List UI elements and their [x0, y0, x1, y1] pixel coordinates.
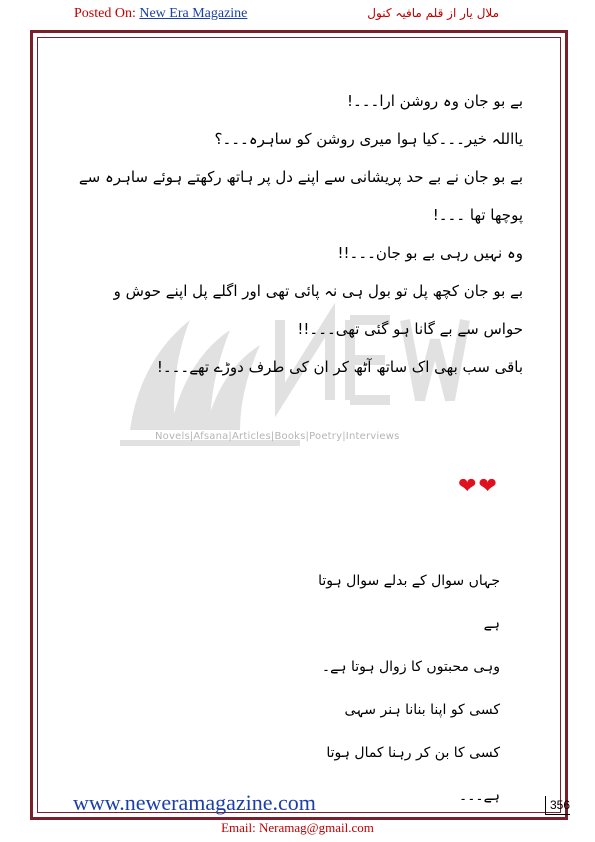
- hearts-icon: ❤❤: [458, 474, 499, 499]
- story-body: [72, 82, 523, 386]
- page-number: 356: [545, 796, 570, 815]
- site-link[interactable]: New Era Magazine: [139, 6, 248, 21]
- footer-email: Email: Neramag@gmail.com: [221, 820, 374, 835]
- paragraph: بے بو جان نے بے حد پریشانی سے اپنے دل پر ہاتھ رکھتے ہوئے ساہرہ سے پوچھا تھا ۔۔۔!: [78, 168, 523, 224]
- paragraph: یااللہ خیر۔۔۔کیا ہوا میری روشن کو ساہرہ۔۔۔؟: [214, 130, 523, 148]
- paragraph: بے بو جان کچھ پل تو بول ہی نہ پائی تھی اور اگلے پل اپنے حوش و حواس سے بے گانا ہو گئی تھی۔۔۔!!: [113, 282, 523, 338]
- header-posted-on: [74, 6, 247, 22]
- watermark-tagline: Novels|Afsana|Articles|Books|Poetry|Interviews: [155, 431, 400, 442]
- poem-line: کسی کو اپنا بنانا ہنر سہی: [344, 702, 500, 718]
- paragraph: وہ نہیں رہی بے بو جان۔۔۔!!: [337, 244, 523, 262]
- paragraph: باقی سب بھی اک ساتھ آٹھ کر ان کی طرف دوڑے تھے۔۔۔!: [156, 358, 523, 376]
- posted-on-label: Posted On:: [74, 6, 136, 21]
- footer-url[interactable]: www.neweramagazine.com: [73, 790, 316, 815]
- poem-line: کسی کا بن کر رہنا کمال ہوتا ہے۔۔۔: [326, 745, 500, 804]
- paragraph: بے بو جان وہ روشن ارا۔۔۔!: [346, 92, 523, 110]
- poem-line: وہی محبتوں کا زوال ہوتا ہے۔: [321, 659, 500, 675]
- novel-credit: ملال یار از قلم مافیہ کنول: [367, 6, 499, 20]
- poem: [300, 560, 500, 818]
- poem-line: جہاں سوال کے بدلے سوال ہوتا ہے: [318, 573, 500, 632]
